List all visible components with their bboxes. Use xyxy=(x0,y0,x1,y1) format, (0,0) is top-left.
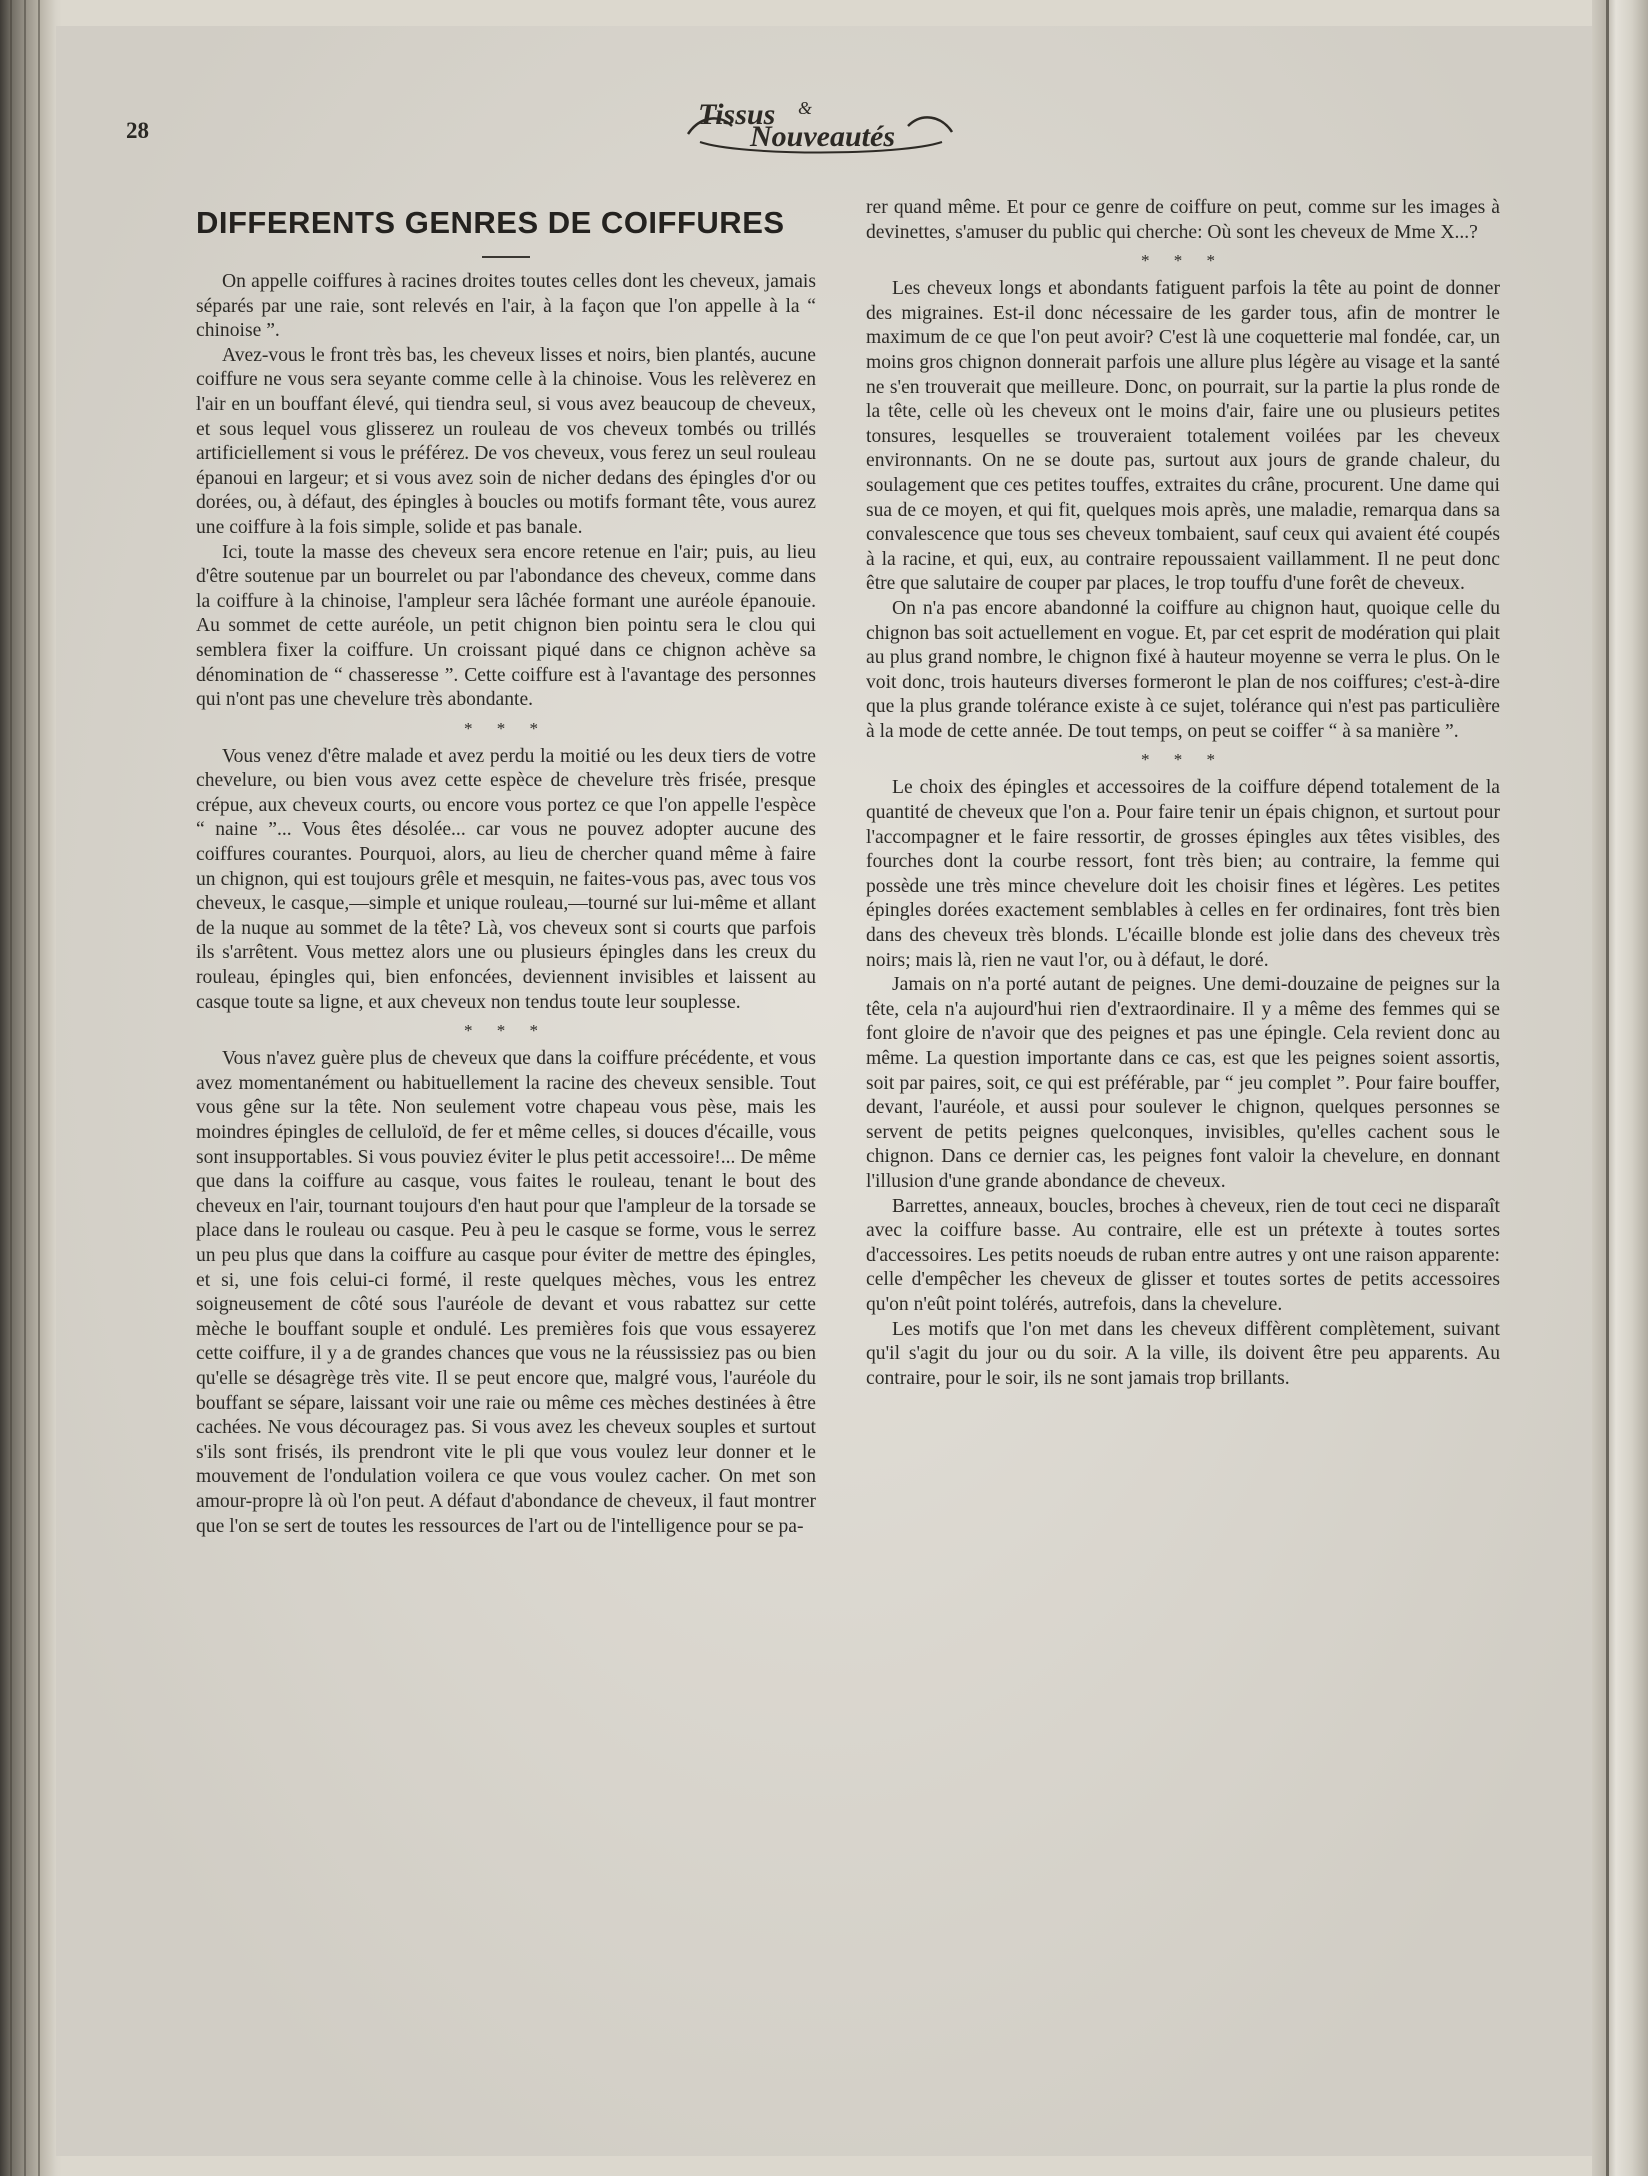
paragraph: Jamais on n'a porté autant de peignes. Une demi-douzaine de peignes sur la tête, cela n'a aujourd'hui rien d'extraordinaire. Il y a même des femmes qui se font gloire de n'avoir que des peignes et pas une épingle. Cela revient donc au même. La question importante dans ce cas, est que les peignes soient assortis, soit par paires, soit, ce qui est préférable, par “ jeu complet ”. Pour faire bouffer, devant, l'auréole, et aussi pour soulever le chignon, quelques personnes se servent de petits peignes quelconques, invisibles, qu'elles cachent sous le chignon. Dans ce dernier cas, les peignes font valoir la chevelure, en donnant l'illusion d'une grande abondance de cheveux. xyxy=(866,974,1500,1192)
svg-text:Tissus: Tissus xyxy=(698,98,776,131)
binding-edge-line xyxy=(10,0,12,2176)
binding-edge-line xyxy=(38,0,40,2176)
page-number: 28 xyxy=(126,118,149,143)
section-separator: * * * xyxy=(464,1021,548,1041)
binding-edge-line xyxy=(24,0,26,2176)
title-rule xyxy=(482,256,530,258)
section-separator: * * * xyxy=(1141,750,1225,770)
article-column-left xyxy=(196,196,816,1539)
paragraph: Vous venez d'être malade et avez perdu la moitié ou les deux tiers de votre chevelure, ou bien vous avez cette espèce de chevelure très frisée, presque crépue, aux cheveux courts, ou encore vous portez ce que l'on appelle l'espèce “ naine ”... Vous êtes désolée... car vous ne pouvez adopter aucune des coiffures courantes. Pourquoi, alors, au lieu de chercher quand même à faire un chignon, qui est toujours grêle et mesquin, ne faites-vous pas, avec tous vos cheveux, le casque,—simple et unique rouleau,—tourné sur lui-même et allant de la nuque au sommet de la tête? Là, vos cheveux sont si courts que parfois ils s'arrêtent. Vous mettez alors une ou plusieurs épingles dans les creux du rouleau, épingles qui, bien enfoncées, deviennent invisibles et laissent au casque toute sa ligne, et aux cheveux non tendus toute leur souplesse. xyxy=(196,745,816,1013)
paragraph: Avez-vous le front très bas, les cheveux lisses et noirs, bien plantés, aucune coiffure ne vous sera seyante comme celle à la chinoise. Vous les relèverez en l'air en un bouffant élevé, qui tiendra seul, si vous avez beaucoup de cheveux, et sous lequel vous glisserez un rouleau de vos cheveux tombés ou trillés artificiellement si vous le préférez. De vos cheveux, vous ferez un seul rouleau épanoui en largeur; et si vous avez soin de nicher dedans des épingles d'or ou dorées, ou, à défaut, des épingles à boucles ou motifs formant tête, vous aurez une coiffure à la fois simple, solide et pas banale. xyxy=(196,344,816,538)
masthead-logo-image xyxy=(680,86,960,166)
masthead-logo xyxy=(680,86,960,166)
article-title: DIFFERENTS GENRES DE COIFFURES xyxy=(196,205,785,240)
paragraph: Le choix des épingles et accessoires de la coiffure dépend totalement de la quantité de cheveux que l'on a. Pour faire tenir un épais chignon, et surtout pour l'accompagner et le faire ressortir, de grosses épingles aux têtes visibles, des fourches dont la courbe ressort, font très bien; au contraire, la femme qui possède une très mince chevelure doit les choisir fines et légères. Les petites épingles dorées exactement semblables à celles en fer ordinaires, font très bien dans des cheveux très blonds. L'écaille blonde est jolie dans des cheveux très noirs; mais là, rien ne vaut l'or, ou à défaut, le doré. xyxy=(866,777,1500,971)
section-separator: * * * xyxy=(1141,251,1225,271)
paragraph: On appelle coiffures à racines droites toutes celles dont les cheveux, jamais séparés par une raie, sont relevés en l'air, à la façon que l'on appelle à la “ chinoise ”. xyxy=(196,271,816,342)
svg-text:Nouveautés: Nouveautés xyxy=(750,120,895,153)
paragraph: Les motifs que l'on met dans les cheveux diffèrent complètement, suivant qu'il s'agit du jour ou du soir. A la ville, ils doivent être peu apparents. Au contraire, pour le soir, ils ne sont jamais trop brillants. xyxy=(866,1318,1500,1389)
paragraph: Vous n'avez guère plus de cheveux que dans la coiffure précédente, et vous avez momentanément ou habituellement la racine des cheveux sensible. Tout vous gêne sur la tête. Non seulement votre chapeau vous pèse, mais les moindres épingles de celluloïd, de fer et même celles, si douces d'écaille, vous sont insupportables. Si vous pouviez éviter le plus petit accessoire!... De même que dans la coiffure au casque, vous faites le rouleau, tenant le bout des cheveux en l'air, tournant toujours d'en haut pour que l'ampleur de la torsade se place dans le rouleau ou casque. Peu à peu le casque se forme, vous le serrez un peu plus que dans la coiffure au casque pour éviter de mettre des épingles, et si, une fois celui-ci formé, il reste quelques mèches, vous les entrez soigneusement de côté sous l'auréole de devant et vous rabattez sur cette mèche le bouffant souple et ondulé. Les premières fois que vous essayerez cette coiffure, il y a de grandes chances que vous ne la réussissiez pas ou bien qu'elle se désagrège très vite. Il se peut encore que, malgré vous, l'auréole du bouffant se sépare, laissant voir une raie ou même ces mèches destinées à être cachées. Ne vous découragez pas. Si vous avez les cheveux souples et surtout s'ils sont frisés, ils prendront vite le pli que vous voulez leur donner et le mouvement de l'ondulation voilera ce que vous voulez cacher. On met son amour-propre là où l'on peut. A défaut d'abondance de cheveux, il faut montrer que l'on se sert de toutes les ressources de l'art ou de l'intelligence pour se pa- xyxy=(196,1048,816,1537)
paragraph: rer quand même. Et pour ce genre de coiffure on peut, comme sur les images à devinettes, s'amuser du public qui cherche: Où sont les cheveux de Mme X...? xyxy=(866,197,1500,243)
paragraph: Ici, toute la masse des cheveux sera encore retenue en l'air; puis, au lieu d'être soutenue par un bourrelet ou par l'abondance des cheveux, comme dans la coiffure à la chinoise, l'ampleur sera lâchée formant une auréole épanouie. Au sommet de cette auréole, un petit chignon bien pointu sera le clou qui semblera fixer la coiffure. Un croissant piqué dans ce chignon achève sa dénomination de “ chasseresse ”. Cette coiffure est à l'avantage des personnes qui n'ont pas une chevelure très abondante. xyxy=(196,541,816,711)
section-separator: * * * xyxy=(464,718,548,738)
paragraph: Barrettes, anneaux, boucles, broches à cheveux, rien de tout ceci ne disparaît avec la coiffure basse. Au contraire, elle est un prétexte à toutes sortes d'accessoires. Les petits noeuds de ruban entre autres y ont une raison apparente: celle d'empêcher les cheveux de glisser et toutes sortes de petits accessoires qu'on n'eût point tolérés, autrefois, dans la chevelure. xyxy=(866,1195,1500,1315)
next-page-edge xyxy=(1592,0,1648,2176)
svg-text:&: & xyxy=(798,98,813,118)
paragraph: On n'a pas encore abandonné la coiffure au chignon haut, quoique celle du chignon bas soit actuellement en vogue. Et, par cet esprit de modération qui plait au plus grand nombre, le chignon fixé à hauteur moyenne se verra le plus. On le voit donc, trois hauteurs diverses formeront le plan de nos coiffures; c'est-à-dire que la plus grande tolérance existe à ce sujet, tolérance qui n'est pas particulière à la mode de cette année. De tout temps, on peut se coiffer “ à sa manière ”. xyxy=(866,597,1500,742)
article-column-right xyxy=(866,196,1500,1391)
paragraph: Les cheveux longs et abondants fatiguent parfois la tête au point de donner des migraines. Est-il donc nécessaire de les garder tous, afin de montrer le maximum de ce que l'on peut avoir? C'est là une coquetterie mal fondée, car, un moins gros chignon donnerait parfois une allure plus légère au visage et la santé ne s'en trouverait que meilleure. Donc, on pourrait, sur la partie la plus ronde de la tête, celle où les cheveux ont le moins d'air, faire une ou plusieurs petites tonsures, lesquelles se trouveraient totalement voilées par les cheveux environnants. On ne se doute pas, surtout aux jours de grande chaleur, du soulagement que ces petites touffes, extraites du crâne, procurent. Une dame qui sua de ce moyen, et qui fit, quelques mois après, une maladie, remarqua dans sa convalescence que tous ses cheveux tombaient, sauf ceux qui avaient été coupés à la racine, et qui, eux, au contraire repoussaient vaillamment. Il ne peut donc être que salutaire de couper par places, le trop touffu d'une forêt de cheveux. xyxy=(866,278,1500,595)
